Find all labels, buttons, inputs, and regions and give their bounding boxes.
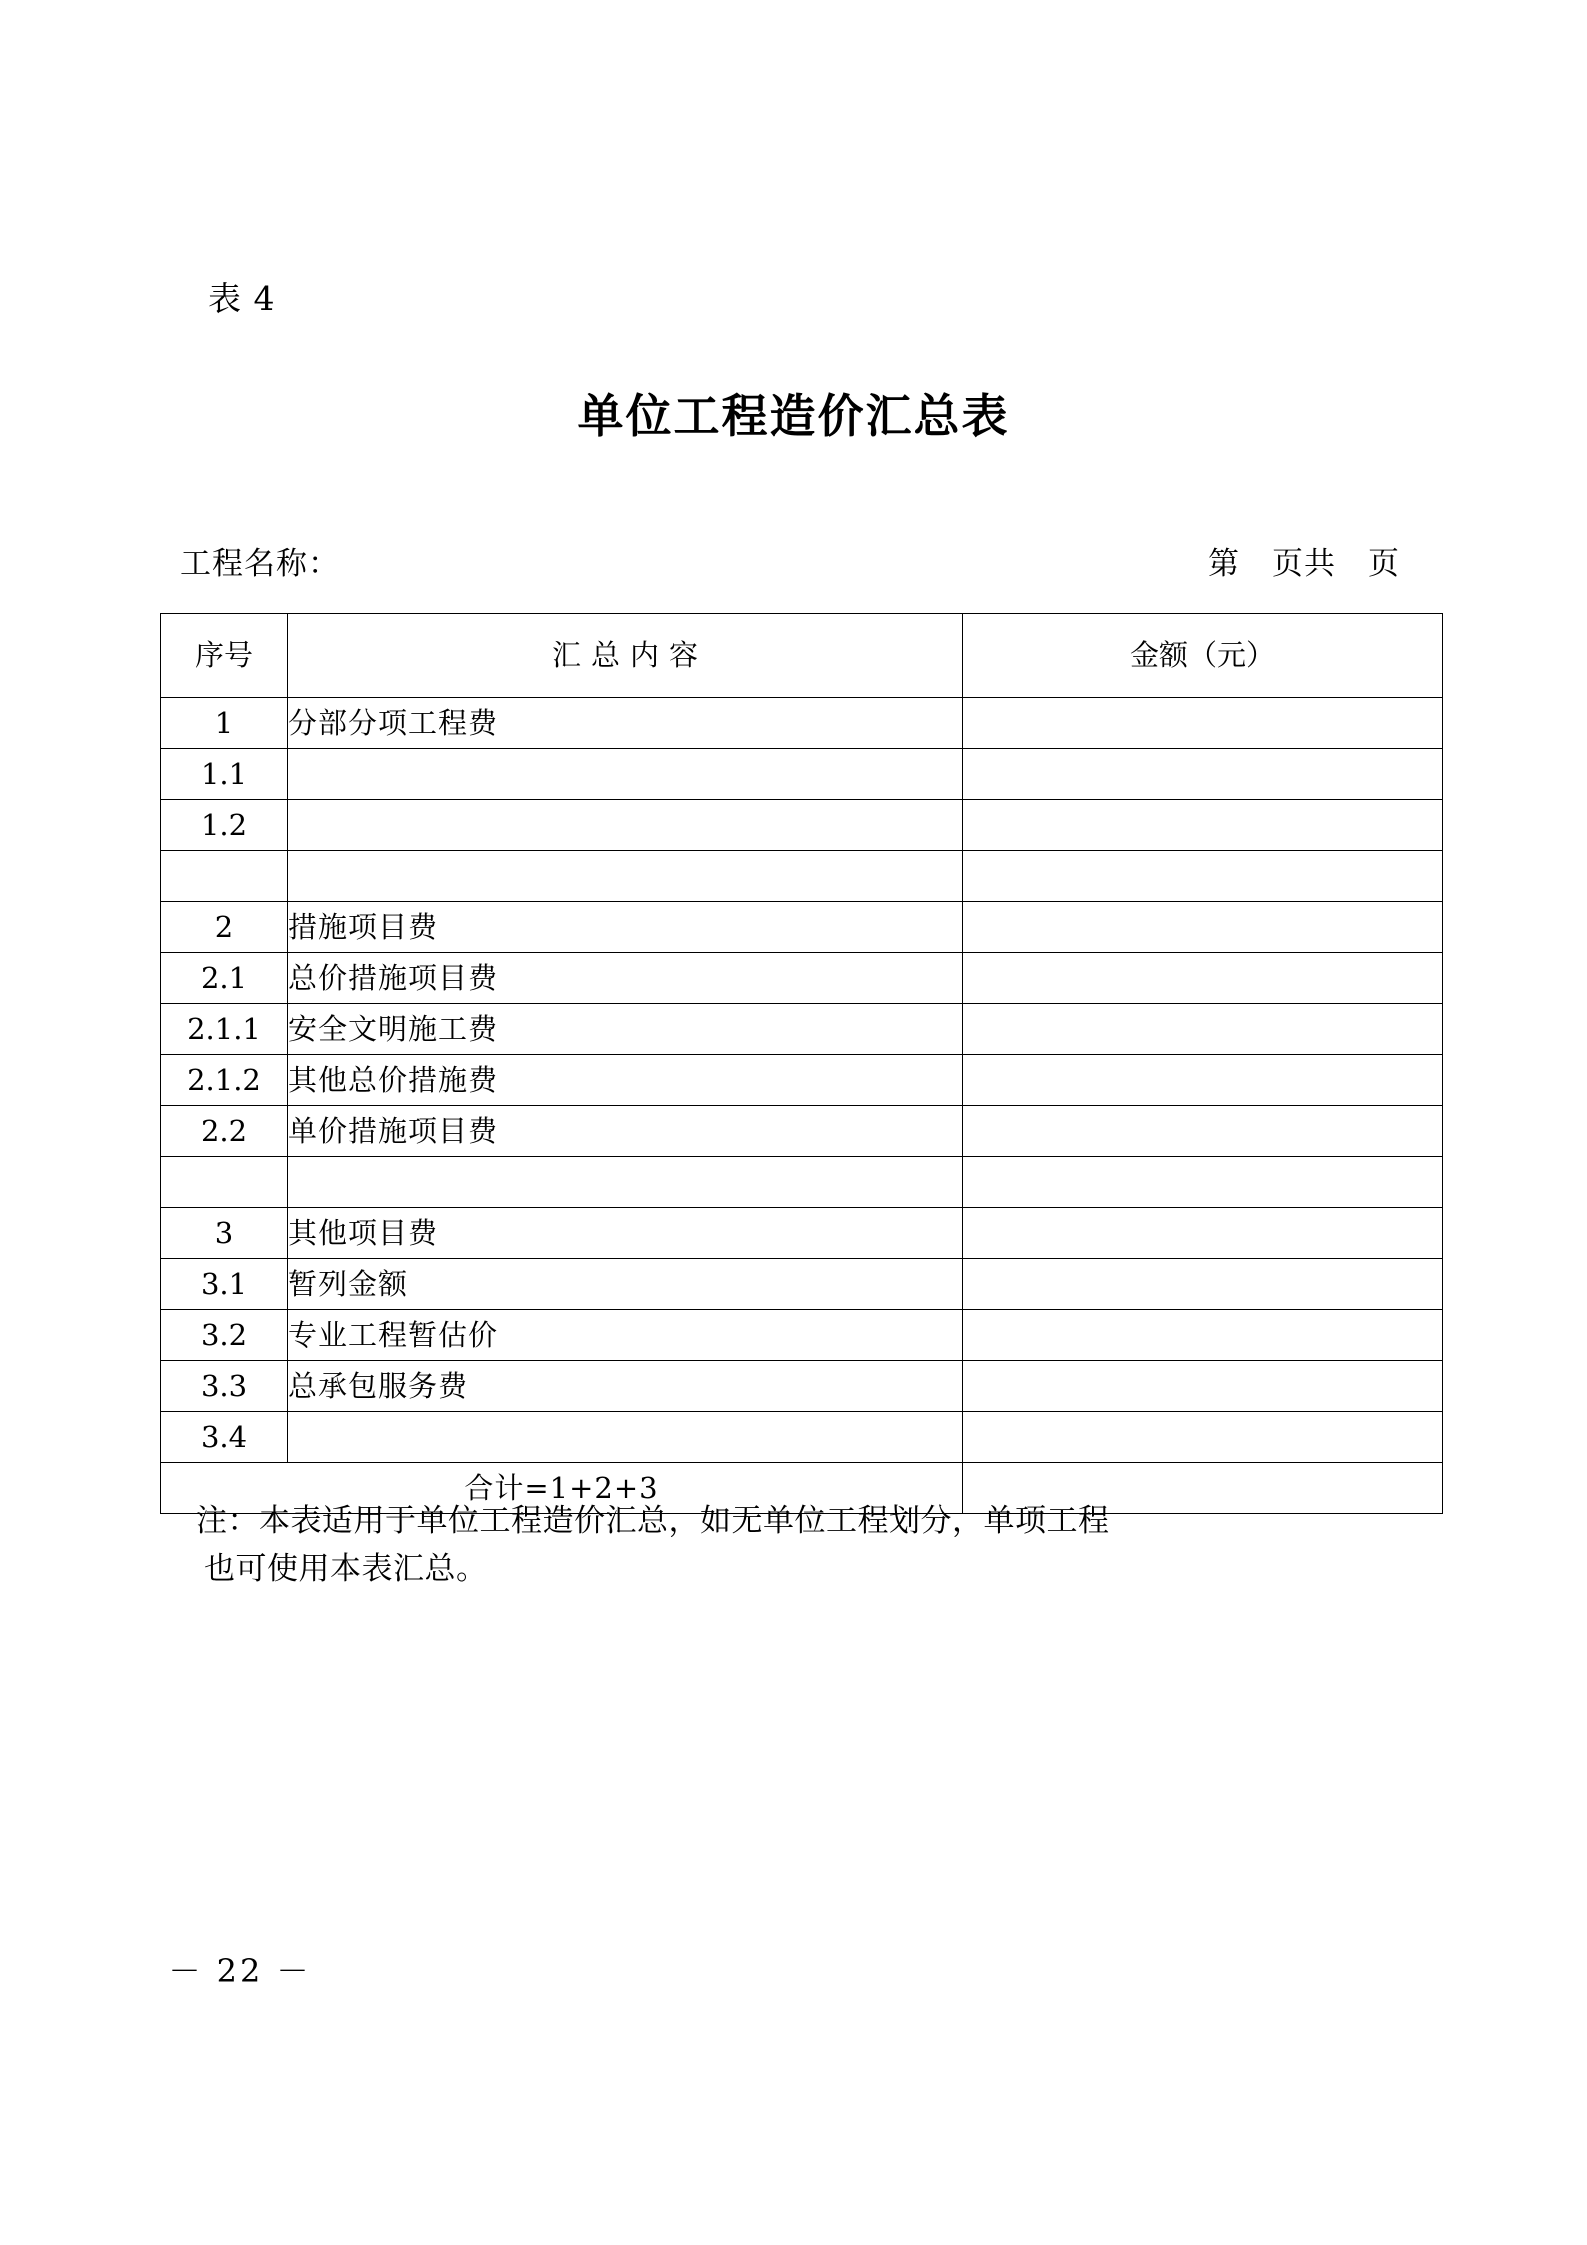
row-description-cell (288, 1412, 963, 1463)
table-row (161, 1055, 1443, 1106)
page-indicator-label: 第 页共 页 (1208, 546, 1400, 582)
table-header (161, 614, 1443, 698)
column-header-no: 序号 (161, 614, 288, 698)
row-description-cell: 专业工程暂估价 (288, 1310, 963, 1361)
row-number-cell: 3.1 (161, 1259, 288, 1310)
row-amount-cell[interactable] (963, 1004, 1443, 1055)
table-row (161, 749, 1443, 800)
column-header-description: 汇总内容 (288, 614, 963, 698)
row-number-cell: 3.4 (161, 1412, 288, 1463)
row-amount-cell[interactable] (963, 749, 1443, 800)
note-line-1: 注：本表适用于单位工程造价汇总，如无单位工程划分，单项工程 (196, 1503, 1110, 1539)
row-number-cell: 2.1 (161, 953, 288, 1004)
table-body (161, 698, 1443, 1514)
table-row (161, 902, 1443, 953)
row-description-cell: 总价措施项目费 (288, 953, 963, 1004)
total-label-cell: 合计=1+2+3 (161, 1463, 963, 1514)
row-description-cell (288, 800, 963, 851)
column-header-amount: 金额（元） (963, 614, 1443, 698)
row-description-cell (288, 749, 963, 800)
row-amount-cell[interactable] (963, 851, 1443, 902)
table-row (161, 1157, 1443, 1208)
form-number-label: 表 4 (208, 279, 276, 318)
table-note (196, 1497, 1446, 1593)
row-amount-cell[interactable] (963, 698, 1443, 749)
project-name-label: 工程名称： (180, 546, 340, 582)
row-number-cell: 2.1.1 (161, 1004, 288, 1055)
table-row (161, 1412, 1443, 1463)
table-row (161, 1208, 1443, 1259)
row-amount-cell[interactable] (963, 902, 1443, 953)
row-number-cell: 2.2 (161, 1106, 288, 1157)
cost-summary-table (160, 613, 1443, 1514)
table-header-row (161, 614, 1443, 698)
row-description-cell: 暂列金额 (288, 1259, 963, 1310)
table-row (161, 1259, 1443, 1310)
row-description-cell: 总承包服务费 (288, 1361, 963, 1412)
row-number-cell: 3.2 (161, 1310, 288, 1361)
note-line-2: 也可使用本表汇总。 (204, 1551, 488, 1588)
row-amount-cell[interactable] (963, 1055, 1443, 1106)
table-row (161, 1310, 1443, 1361)
row-description-cell: 其他项目费 (288, 1208, 963, 1259)
page-number: － 22 － (168, 1952, 312, 1990)
table-row (161, 1004, 1443, 1055)
meta-row (180, 545, 1442, 595)
row-number-cell (161, 851, 288, 902)
row-amount-cell[interactable] (963, 800, 1443, 851)
row-description-cell: 单价措施项目费 (288, 1106, 963, 1157)
row-number-cell: 3 (161, 1208, 288, 1259)
row-description-cell: 分部分项工程费 (288, 698, 963, 749)
table-row (161, 1361, 1443, 1412)
row-description-cell: 措施项目费 (288, 902, 963, 953)
table-row (161, 851, 1443, 902)
row-amount-cell[interactable] (963, 1259, 1443, 1310)
table-row (161, 953, 1443, 1004)
row-amount-cell[interactable] (963, 1412, 1443, 1463)
table-row (161, 800, 1443, 851)
table-row (161, 698, 1443, 749)
row-number-cell: 2.1.2 (161, 1055, 288, 1106)
row-amount-cell[interactable] (963, 953, 1443, 1004)
row-description-cell: 安全文明施工费 (288, 1004, 963, 1055)
row-amount-cell[interactable] (963, 1157, 1443, 1208)
row-amount-cell[interactable] (963, 1361, 1443, 1412)
row-number-cell: 1.2 (161, 800, 288, 851)
row-number-cell: 2 (161, 902, 288, 953)
row-number-cell (161, 1157, 288, 1208)
page-title: 单位工程造价汇总表 (577, 389, 1010, 443)
row-number-cell: 3.3 (161, 1361, 288, 1412)
row-amount-cell[interactable] (963, 1106, 1443, 1157)
row-number-cell: 1.1 (161, 749, 288, 800)
row-description-cell: 其他总价措施费 (288, 1055, 963, 1106)
row-description-cell (288, 1157, 963, 1208)
row-amount-cell[interactable] (963, 1310, 1443, 1361)
row-amount-cell[interactable] (963, 1208, 1443, 1259)
row-number-cell: 1 (161, 698, 288, 749)
table-row (161, 1106, 1443, 1157)
row-description-cell (288, 851, 963, 902)
